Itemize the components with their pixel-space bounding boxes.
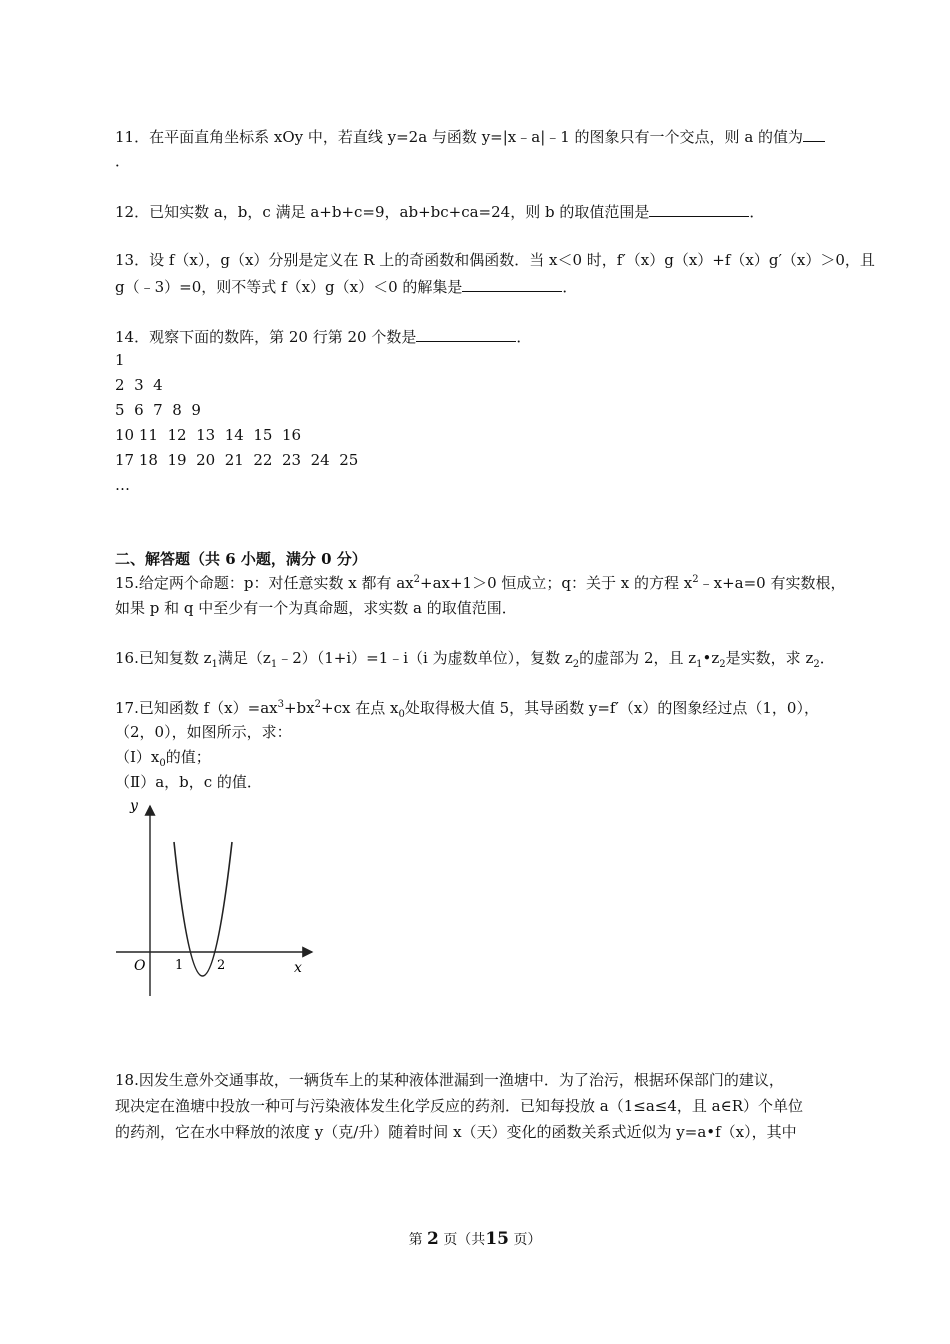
page-footer: 第 2 页（共15 页） — [408, 1229, 542, 1249]
question-11-line2: ． — [115, 152, 131, 170]
answer-blank — [416, 325, 516, 342]
number-array-ellipsis: … — [115, 476, 130, 494]
page-number: 2 — [427, 1229, 439, 1249]
parabola-curve — [174, 842, 232, 976]
question-18-line3: 的药剂，它在水中释放的浓度 y（克/升）随着时间 x（天）变化的函数关系式近似为 y=a•f（x），其中 — [115, 1123, 797, 1141]
question-17-part2: （Ⅱ）a，b，c 的值． — [115, 773, 262, 791]
answer-blank — [803, 125, 825, 142]
question-15-line2: 如果 p 和 q 中至少有一个为真命题，求实数 a 的取值范围． — [115, 599, 517, 617]
answer-blank — [462, 275, 562, 292]
tick-label-2: 2 — [217, 958, 226, 973]
number-array-row-2: 2 3 4 — [115, 376, 163, 394]
question-12: 12．已知实数 a，b，c 满足 a+b+c=9，ab+bc+ca=24，则 b 的取值范围是 ． — [115, 200, 764, 222]
number-array-row-4: 10 11 12 13 14 15 16 — [115, 426, 302, 444]
question-13-line1: 13．设 f（x），g（x）分别是定义在 R 上的奇函数和偶函数．当 x＜0 时，f′（x）g（x）+f（x）g′（x）＞0，且 — [115, 251, 875, 269]
origin-label: O — [134, 958, 146, 974]
question-17-line2: （2，0），如图所示，求： — [115, 723, 292, 741]
answer-blank — [649, 200, 749, 217]
question-14: 14．观察下面的数阵，第 20 行第 20 个数是 ． — [115, 325, 531, 347]
x-axis-label: x — [294, 960, 302, 976]
total-pages: 15 — [485, 1229, 509, 1249]
number-array-row-1: 1 — [115, 351, 125, 369]
tick-label-1: 1 — [175, 958, 184, 973]
question-18-line1: 18.因发生意外交通事故，一辆货车上的某种液体泄漏到一渔塘中．为了治污，根据环保部门的建议， — [115, 1071, 784, 1089]
derivative-graph — [112, 800, 322, 1030]
number-array-row-3: 5 6 7 8 9 — [115, 401, 201, 419]
section-heading: 二、解答题（共 6 小题，满分 0 分） — [115, 550, 367, 568]
question-11-line1: 11．在平面直角坐标系 xOy 中，若直线 y=2a 与函数 y=|x﹣a|﹣1 的图象只有一个交点，则 a 的值为 — [115, 125, 825, 147]
question-18-line2: 现决定在渔塘中投放一种可与污染液体发生化学反应的药剂．已知每投放 a（1≤a≤4，且 a∈R）个单位 — [115, 1097, 803, 1115]
question-17-line1: 17.已知函数 $f(x)=ax^3+bx^2+cx$ 在点 $x_0$处取得极大值 5，其导函数 y=f′（x）的图象经过点（1，0）， — [115, 699, 819, 720]
number-array-row-5: 17 18 19 20 21 22 23 24 25 — [115, 451, 359, 469]
question-15-line1: 15.给定两个命题：p：对任意实数 x 都有 $ax^2+ax+1>0$ 恒成立；q：关于 x 的方程 $x^2﹣x+a=0$ 有实数根， — [115, 574, 846, 592]
y-axis-label: y — [130, 800, 138, 814]
question-16: 16.已知复数 $z_1$满足$(z_1﹣2)(1+i)=1﹣i(i$ 为虚数单位），复数 $z_2$的虚部为 2，且 $z_1•z_2$是实数，求 $z_2$． — [115, 649, 835, 670]
question-13-line2: g（﹣3）=0，则不等式 f（x）g（x）＜0 的解集是 ． — [115, 275, 577, 297]
question-17-part1: $(Ⅰ)x_0$的值； — [115, 748, 211, 769]
